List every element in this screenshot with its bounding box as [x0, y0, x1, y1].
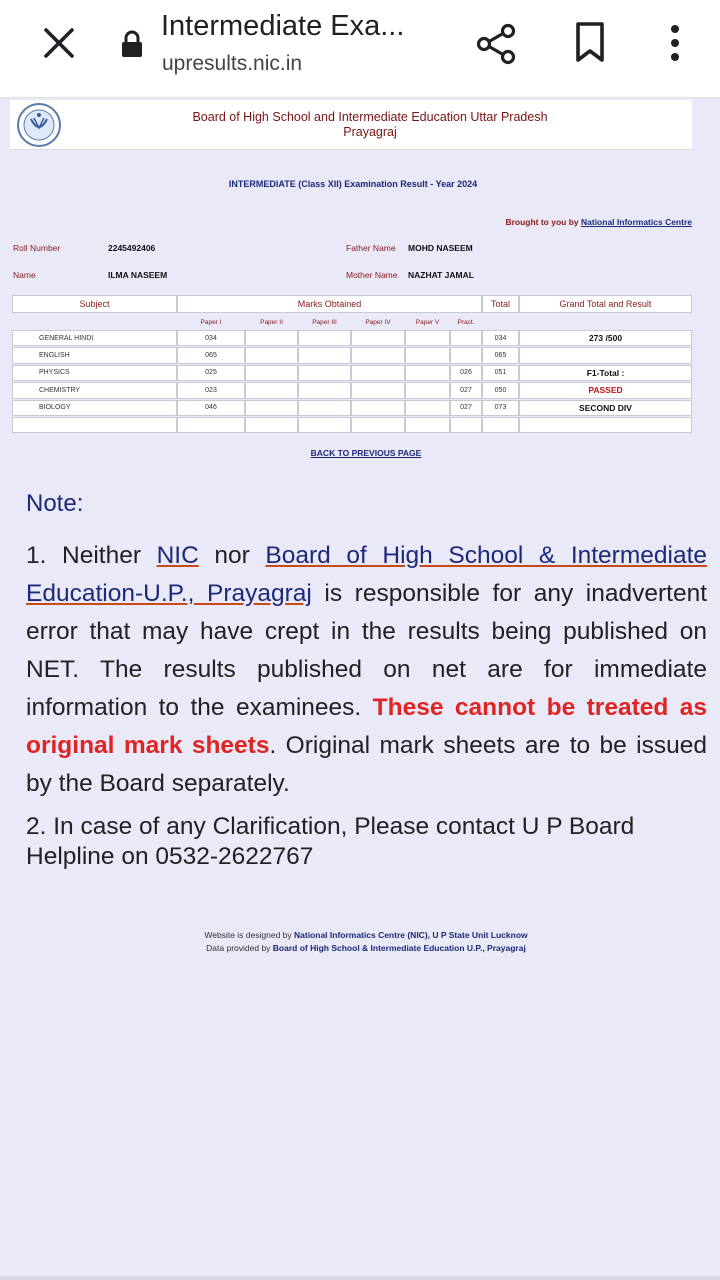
page-title[interactable]: Intermediate Exa...: [161, 10, 405, 42]
header-grand-total: Grand Total and Result: [519, 295, 692, 313]
paper1-cell: 025: [177, 365, 245, 381]
practical-cell: 027: [450, 400, 482, 416]
practical-cell: [450, 417, 482, 433]
subheader-paper-3: Paper III: [312, 318, 337, 326]
close-icon[interactable]: [38, 22, 80, 64]
total-cell: 050: [482, 382, 519, 398]
footer1-nic: National Informatics Centre (NIC), U P State Unit Lucknow: [294, 930, 528, 940]
paper3-cell: [298, 365, 351, 381]
subject-cell: ENGLISH: [12, 347, 177, 363]
footer-data-provided: [0, 943, 720, 953]
subject-cell: PHYSICS: [12, 365, 177, 381]
paper4-cell: [351, 417, 405, 433]
paper4-cell: [351, 365, 405, 381]
roll-number-label: Roll Number: [13, 243, 61, 253]
subheader-paper-5: Paper V: [415, 318, 440, 326]
footer2-board: Board of High School & Intermediate Education U.P., Prayagraj: [272, 943, 526, 953]
paper1-cell: 023: [177, 382, 245, 398]
page-url[interactable]: upresults.nic.in: [162, 52, 303, 75]
brought-to-you: [505, 217, 692, 227]
name-label: Name: [13, 270, 36, 280]
mother-name-label: Mother Name: [346, 270, 398, 280]
board-name-line2: Prayagraj: [343, 125, 397, 139]
result-cell: PASSED: [519, 382, 692, 398]
result-cell: [519, 347, 692, 363]
up-board-emblem: [12, 102, 66, 148]
header-subject: Subject: [12, 295, 177, 313]
paper3-cell: [298, 382, 351, 398]
result-cell: 273 /500: [519, 330, 692, 346]
board-name-line1: Board of High School and Intermediate Education Uttar Pradesh: [192, 110, 548, 124]
result-cell: [519, 417, 692, 433]
note1-end: . Original mark sheets are to be issued by the Board separately.: [26, 732, 707, 797]
paper5-cell: [405, 365, 450, 381]
note1-prefix: 1. Neither: [26, 542, 157, 569]
paper2-cell: [245, 330, 298, 346]
paper5-cell: [405, 382, 450, 398]
header-total: Total: [482, 295, 519, 313]
result-cell: SECOND DIV: [519, 400, 692, 416]
nic-link-note[interactable]: NIC: [156, 542, 199, 569]
footer2-prefix: Data provided by: [206, 943, 273, 953]
paper3-cell: [298, 400, 351, 416]
nic-link[interactable]: National Informatics Centre: [581, 217, 692, 227]
brought-prefix: Brought to you by: [505, 217, 579, 227]
note-item-1: [26, 537, 707, 803]
total-cell: 065: [482, 347, 519, 363]
total-cell: 034: [482, 330, 519, 346]
practical-cell: [450, 330, 482, 346]
father-name-label: Father Name: [346, 243, 396, 253]
subject-cell: GENERAL HINDI: [12, 330, 177, 346]
back-to-previous-page-link[interactable]: BACK TO PREVIOUS PAGE: [310, 448, 422, 458]
subject-cell: BIOLOGY: [12, 400, 177, 416]
mother-name-value: NAZHAT JAMAL: [408, 270, 474, 280]
practical-cell: [450, 347, 482, 363]
paper5-cell: [405, 400, 450, 416]
footer-designed-by: [0, 930, 720, 940]
note-item-2: 2. In case of any Clarification, Please contact U P Board Helpline on 0532-2622767: [26, 813, 635, 870]
note1-nor: nor: [198, 542, 266, 569]
paper2-cell: [245, 347, 298, 363]
exam-title: INTERMEDIATE (Class XII) Examination Result - Year 2024: [228, 179, 478, 189]
board-link-note[interactable]: Board of High School & Intermediate Education-U.P., Prayagraj: [26, 542, 708, 607]
paper1-cell: [177, 417, 245, 433]
paper3-cell: [298, 330, 351, 346]
paper4-cell: [351, 330, 405, 346]
result-cell: F1-Total :: [519, 365, 692, 381]
note-title: Note:: [26, 490, 84, 517]
paper2-cell: [245, 400, 298, 416]
practical-cell: 026: [450, 365, 482, 381]
note1-middle: is responsible for any inadvertent error that may have crept in the results being published on NET. The results published on net are for immediate information to the examinees.: [26, 580, 708, 721]
father-name-value: MOHD NASEEM: [408, 243, 473, 253]
footer1-prefix: Website is designed by: [204, 930, 294, 940]
subheader-paper-4: Paper IV: [365, 318, 391, 326]
bookmark-icon[interactable]: [572, 20, 608, 64]
paper5-cell: [405, 330, 450, 346]
paper2-cell: [245, 365, 298, 381]
share-icon[interactable]: [474, 22, 518, 66]
more-vert-icon[interactable]: [662, 22, 688, 66]
roll-number-value: 2245492406: [108, 243, 156, 253]
subheader-paper-1: Paper I: [200, 318, 222, 326]
paper1-cell: 034: [177, 330, 245, 346]
board-header: [10, 100, 692, 150]
subheader-practical: Pract.: [457, 318, 475, 326]
subject-cell: [12, 417, 177, 433]
lock-icon: [120, 30, 144, 58]
header-marks-obtained: Marks Obtained: [177, 295, 482, 313]
board-name: [160, 110, 580, 140]
paper3-cell: [298, 347, 351, 363]
total-cell: [482, 417, 519, 433]
paper4-cell: [351, 347, 405, 363]
name-value: ILMA NASEEM: [108, 270, 168, 280]
subject-cell: CHEMISTRY: [12, 382, 177, 398]
total-cell: 073: [482, 400, 519, 416]
page-bottom-edge: [0, 1276, 720, 1280]
paper4-cell: [351, 382, 405, 398]
total-cell: 051: [482, 365, 519, 381]
paper4-cell: [351, 400, 405, 416]
note1-warning: These cannot be treated as original mark sheets: [26, 694, 707, 759]
paper2-cell: [245, 382, 298, 398]
browser-toolbar: [0, 0, 720, 98]
practical-cell: 027: [450, 382, 482, 398]
paper3-cell: [298, 417, 351, 433]
paper5-cell: [405, 347, 450, 363]
paper2-cell: [245, 417, 298, 433]
paper5-cell: [405, 417, 450, 433]
subheader-paper-2: Paper II: [260, 318, 283, 326]
paper1-cell: 046: [177, 400, 245, 416]
paper1-cell: 065: [177, 347, 245, 363]
